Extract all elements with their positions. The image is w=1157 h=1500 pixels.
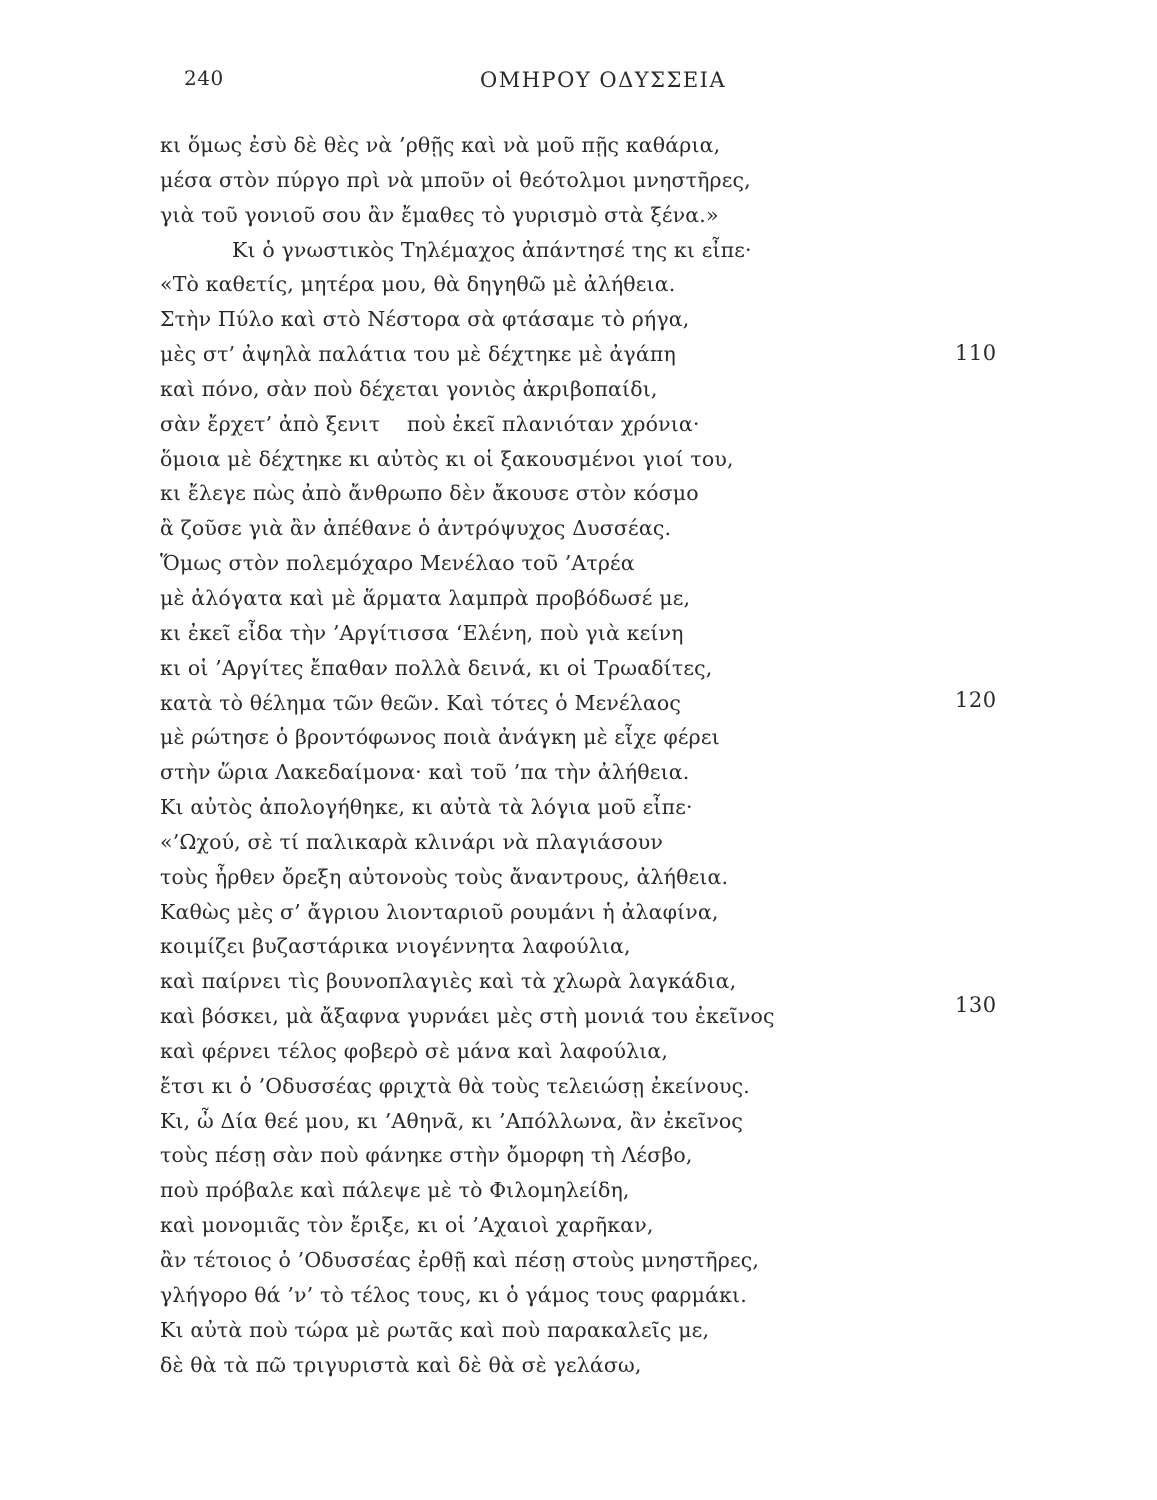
verse-line: ἂ ζοῦσε γιὰ ἂν ἀπέθανε ὁ ἀντρόψυχος Δυσσέας. [160, 516, 672, 541]
verse-line: καὶ μονομιᾶς τὸν ἔριξε, κι οἱ ’Αχαιοὶ χαρῆκαν, [160, 1213, 654, 1238]
verse-line: ὅμοια μὲ δέχτηκε κι αὐτὸς κι οἱ ξακουσμένοι γιοί του, [160, 446, 734, 471]
verse-line: σὰν ἔρχετ’ ἀπὸ ξενιτ ποὺ ἐκεῖ πλανιόταν χρόνια· [160, 411, 700, 436]
verse-line: δὲ θὰ τὰ πῶ τριγυριστὰ καὶ δὲ θὰ σὲ γελάσω, [160, 1352, 642, 1377]
verse-line: κοιμίζει βυζαστάρικα νιογέννητα λαφούλια, [160, 934, 631, 959]
verse-line: ἔτσι κι ὁ ’Οδυσσέας φριχτὰ θὰ τοὺς τελειώσῃ ἐκείνους. [160, 1073, 750, 1098]
line-number-130: 130 [955, 993, 997, 1017]
verse-line: Κι, ὦ Δία θεέ μου, κι ’Αθηνᾶ, κι ’Απόλλωνα, ἂν ἐκεῖνος [160, 1108, 743, 1133]
verse-line: ποὺ πρόβαλε καὶ πάλεψε μὲ τὸ Φιλομηλείδη, [160, 1178, 630, 1203]
page-number: 240 [184, 66, 224, 90]
verse-line: μὲς στ’ ἀψηλὰ παλάτια του μὲ δέχτηκε μὲ ἀγάπη [160, 342, 676, 367]
verse-line: καὶ βόσκει, μὰ ἄξαφνα γυρνάει μὲς στὴ μονιά του ἐκεῖνος [160, 1004, 775, 1029]
verse-line: Κι ὁ γνωστικὸς Τηλέμαχος ἀπάντησέ της κι εἶπε· [232, 237, 752, 262]
verse-line: γλήγορο θά ’ν’ τὸ τέλος τους, κι ὁ γάμος τους φαρμάκι. [160, 1282, 747, 1307]
verse-line: τοὺς πέσῃ σὰν ποὺ φάνηκε στὴν ὄμορφη τὴ Λέσβο, [160, 1143, 693, 1168]
verse-line: Κι αὐτὰ ποὺ τώρα μὲ ρωτᾶς καὶ ποὺ παρακαλεῖς με, [160, 1317, 710, 1342]
verse-line: γιὰ τοῦ γονιοῦ σου ἂν ἔμαθες τὸ γυρισμὸ στὰ ξένα.» [160, 202, 719, 227]
verse-line: Καθὼς μὲς σ’ ἄγριου λιονταριοῦ ρουμάνι ἡ ἀλαφίνα, [160, 899, 719, 924]
verse-line: τοὺς ἦρθεν ὄρεξη αὐτονοὺς τοὺς ἄναντρους, ἀλήθεια. [160, 864, 729, 889]
verse-line: καὶ παίρνει τὶς βουνοπλαγιὲς καὶ τὰ χλωρὰ λαγκάδια, [160, 969, 737, 994]
verse-line: στὴν ὥρια Λακεδαίμονα· καὶ τοῦ ’πα τὴν ἀλήθεια. [160, 760, 690, 785]
verse-line: κι οἱ ’Αργίτες ἔπαθαν πολλὰ δεινά, κι οἱ Τρωαδίτες, [160, 655, 713, 680]
verse-line: Ὅμως στὸν πολεμόχαρο Μενέλαο τοῦ ’Ατρέα [160, 551, 635, 576]
verse-line: Κι αὐτὸς ἀπολογήθηκε, κι αὐτὰ τὰ λόγια μοῦ εἶπε· [160, 795, 693, 820]
verse-line: ἂν τέτοιος ὁ ’Οδυσσέας ἐρθῇ καὶ πέσῃ στοὺς μνηστῆρες, [160, 1248, 760, 1272]
verse-line: κι ὅμως ἐσὺ δὲ θὲς νὰ ’ρθῇς καὶ νὰ μοῦ πῇς καθάρια, [160, 133, 721, 157]
verse-line: μέσα στὸν πύργο πρὶ νὰ μποῦν οἱ θεότολμοι μνηστῆρες, [160, 167, 751, 192]
verse-line: καὶ πόνο, σὰν ποὺ δέχεται γονιὸς ἀκριβοπαίδι, [160, 376, 658, 401]
verse-line: κι ἐκεῖ εἶδα τὴν ’Αργίτισσα ‘Ελένη, ποὺ γιὰ κείνη [160, 620, 684, 645]
verse-line: καὶ φέρνει τέλος φοβερὸ σὲ μάνα καὶ λαφούλια, [160, 1038, 669, 1063]
running-title: ΟΜΗΡΟΥ ΟΔΥΣΣΕΙΑ [480, 68, 727, 92]
verse-line: κι ἔλεγε πὼς ἀπὸ ἄνθρωπο δὲν ἄκουσε στὸν κόσμο [160, 481, 699, 506]
verse-line: «Τὸ καθετίς, μητέρα μου, θὰ δηγηθῶ μὲ ἀλήθεια. [160, 272, 676, 297]
verse-line: κατὰ τὸ θέλημα τῶν θεῶν. Καὶ τότες ὁ Μενέλαος [160, 690, 682, 715]
verse-line: «’Ωχού, σὲ τί παλικαρὰ κλινάρι νὰ πλαγιάσουν [160, 829, 664, 854]
verse-line: μὲ ρώτησε ὁ βροντόφωνος ποιὰ ἀνάγκη μὲ εἶχε φέρει [160, 725, 720, 750]
line-number-110: 110 [955, 341, 997, 365]
verse-line: Στὴν Πύλο καὶ στὸ Νέστορα σὰ φτάσαμε τὸ ρήγα, [160, 307, 690, 332]
verse-line: μὲ ἀλόγατα καὶ μὲ ἅρματα λαμπρὰ προβόδωσέ με, [160, 585, 691, 610]
verse-text-block [160, 128, 940, 1382]
line-number-120: 120 [955, 688, 997, 712]
